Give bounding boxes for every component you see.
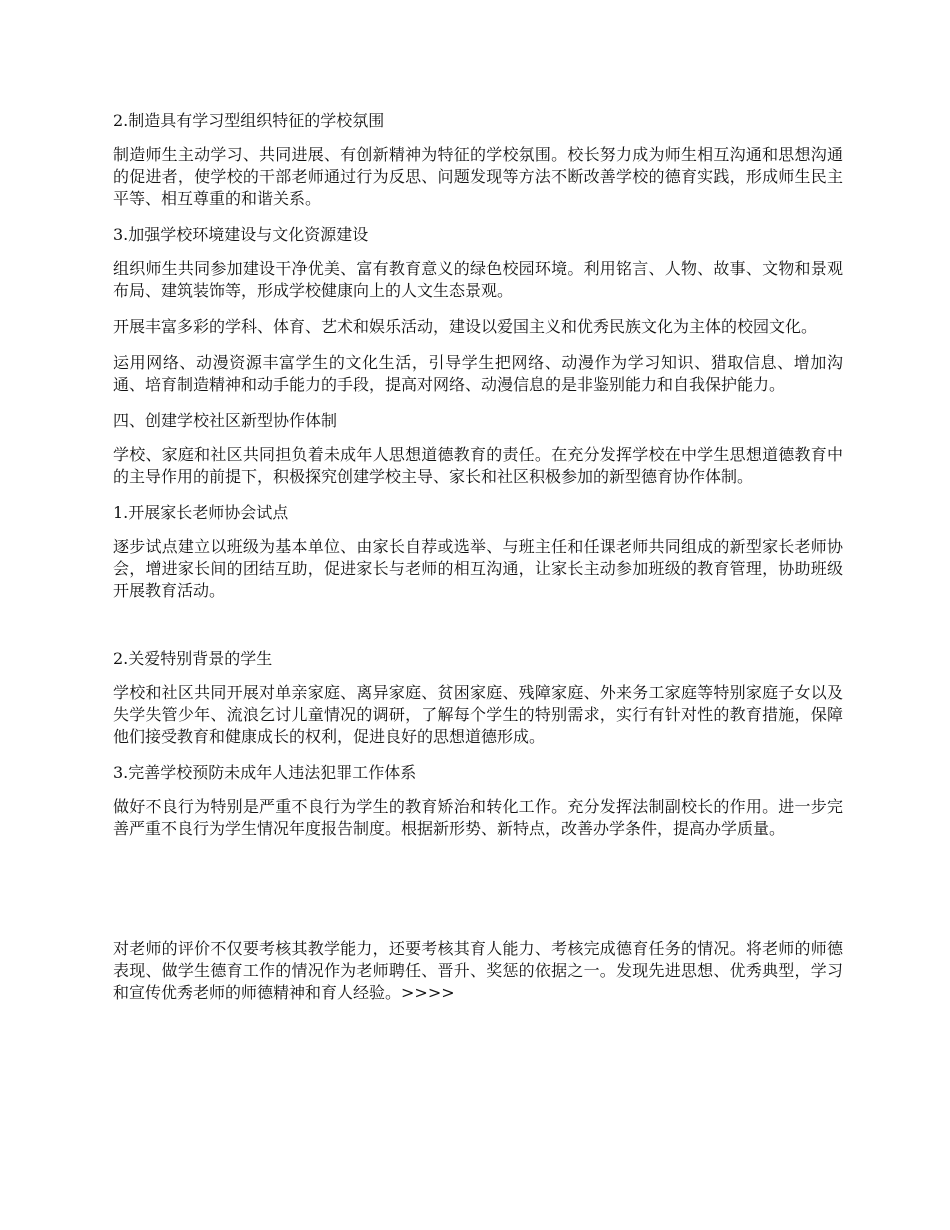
body-paragraph: 学校和社区共同开展对单亲家庭、离异家庭、贫困家庭、残障家庭、外来务工家庭等特别家庭子女以及失学失管少年、流浪乞讨儿童情况的调研，了解每个学生的特别需求，实行有针对性的教育措施，保障他们接受教育和健康成长的权利，促进良好的思想道德形成。 — [113, 683, 843, 746]
section-heading: 3.加强学校环境建设与文化资源建设 — [113, 225, 369, 244]
body-paragraph: 做好不良行为特别是严重不良行为学生的教育矫治和转化工作。充分发挥法制副校长的作用。进一步完善严重不良行为学生情况年度报告制度。根据新形势、新特点，改善办学条件，提高办学质量。 — [113, 797, 843, 838]
section-heading: 1.开展家长老师协会试点 — [113, 503, 289, 522]
section-heading: 3.完善学校预防未成年人违法犯罪工作体系 — [113, 763, 417, 782]
body-paragraph: 制造师生主动学习、共同进展、有创新精神为特征的学校氛围。校长努力成为师生相互沟通和思想沟通的促进者，使学校的干部老师通过行为反思、问题发现等方法不断改善学校的德育实践，形成师生民主平等、相互尊重的和谐关系。 — [113, 145, 843, 208]
section-heading: 2.制造具有学习型组织特征的学校氛围 — [113, 111, 385, 130]
body-paragraph: 逐步试点建立以班级为基本单位、由家长自荐或选举、与班主任和任课老师共同组成的新型家长老师协会，增进家长间的团结互助，促进家长与老师的相互沟通，让家长主动参加班级的教育管理，协助班级开展教育活动。 — [113, 537, 843, 600]
body-paragraph: 对老师的评价不仅要考核其教学能力，还要考核其育人能力、考核完成德育任务的情况。将老师的师德表现、做学生德育工作的情况作为老师聘任、晋升、奖惩的依据之一。发现先进思想、优秀典型，学习和宣传优秀老师的师德精神和育人经验。>>>> — [113, 939, 843, 1002]
body-paragraph: 学校、家庭和社区共同担负着未成年人思想道德教育的责任。在充分发挥学校在中学生思想道德教育中的主导作用的前提下，积极探究创建学校主导、家长和社区积极参加的新型德育协作体制。 — [113, 445, 843, 486]
body-paragraph: 运用网络、动漫资源丰富学生的文化生活，引导学生把网络、动漫作为学习知识、猎取信息、增加沟通、培育制造精神和动手能力的手段，提高对网络、动漫信息的是非鉴别能力和自我保护能力。 — [113, 353, 843, 394]
body-paragraph: 组织师生共同参加建设干净优美、富有教育意义的绿色校园环境。利用铭言、人物、故事、文物和景观布局、建筑装饰等，形成学校健康向上的人文生态景观。 — [113, 259, 843, 300]
body-paragraph: 开展丰富多彩的学科、体育、艺术和娱乐活动，建设以爱国主义和优秀民族文化为主体的校园文化。 — [113, 317, 818, 336]
section-heading: 2.关爱特别背景的学生 — [113, 649, 273, 668]
document-page — [113, 110, 843, 1018]
section-heading: 四、创建学校社区新型协作体制 — [113, 411, 338, 430]
